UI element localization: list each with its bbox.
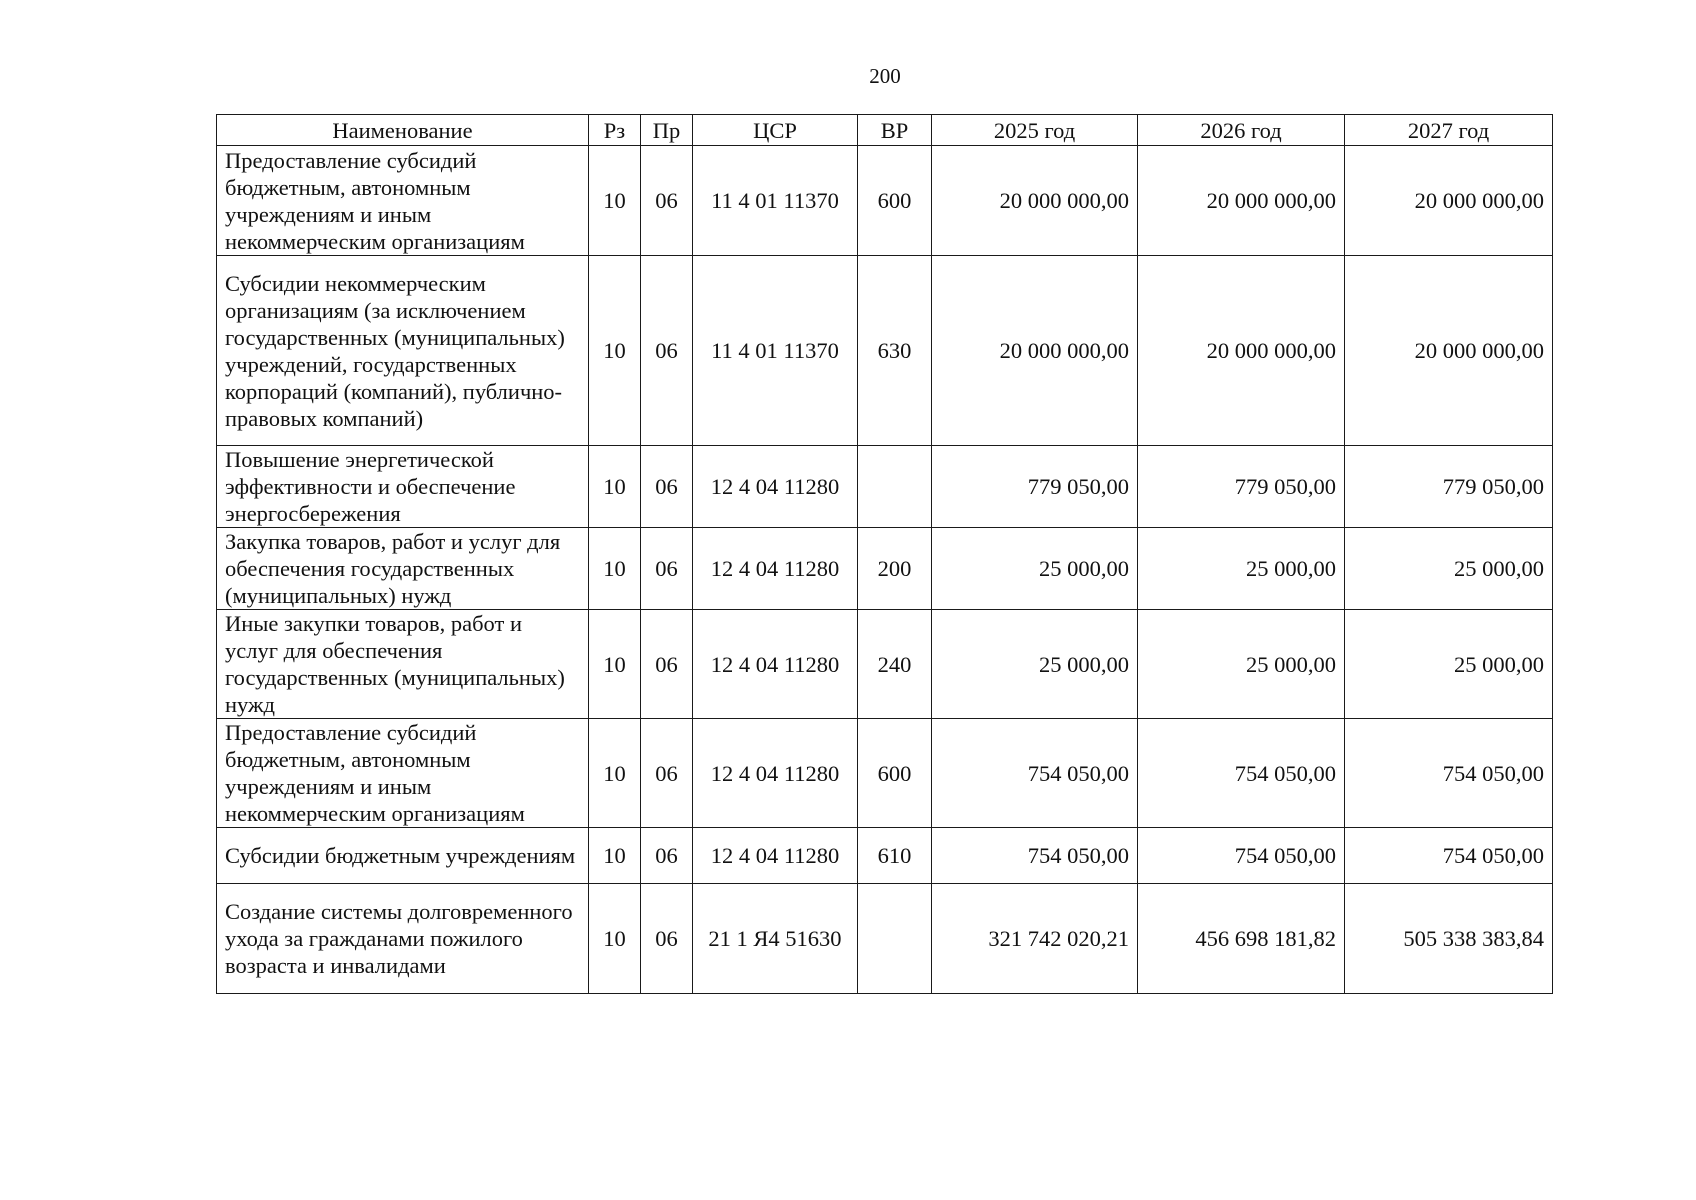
table-row (217, 528, 1553, 610)
cell-2026: 25 000,00 (1138, 610, 1345, 719)
cell-2027: 20 000 000,00 (1345, 146, 1553, 256)
cell-csr: 12 4 04 11280 (693, 610, 858, 719)
table-row (217, 256, 1553, 446)
cell-vr: 600 (858, 719, 932, 828)
cell-2025: 754 050,00 (932, 719, 1138, 828)
page-number: 200 (869, 64, 901, 88)
cell-rz: 10 (589, 256, 641, 446)
cell-2027: 754 050,00 (1345, 828, 1553, 884)
cell-2025: 25 000,00 (932, 528, 1138, 610)
cell-rz: 10 (589, 884, 641, 994)
table-row (217, 446, 1553, 528)
table-row (217, 828, 1553, 884)
cell-vr: 600 (858, 146, 932, 256)
table-row (217, 146, 1553, 256)
cell-2027: 754 050,00 (1345, 719, 1553, 828)
cell-csr: 21 1 Я4 51630 (693, 884, 858, 994)
cell-csr: 12 4 04 11280 (693, 719, 858, 828)
header-2025: 2025 год (932, 115, 1138, 146)
cell-2027: 20 000 000,00 (1345, 256, 1553, 446)
header-rz: Рз (589, 115, 641, 146)
header-2026: 2026 год (1138, 115, 1345, 146)
cell-vr: 630 (858, 256, 932, 446)
cell-pr: 06 (641, 146, 693, 256)
cell-2025: 25 000,00 (932, 610, 1138, 719)
cell-pr: 06 (641, 528, 693, 610)
header-pr: Пр (641, 115, 693, 146)
cell-2025: 20 000 000,00 (932, 146, 1138, 256)
cell-2026: 754 050,00 (1138, 719, 1345, 828)
cell-csr: 12 4 04 11280 (693, 528, 858, 610)
table-row (217, 610, 1553, 719)
cell-2026: 754 050,00 (1138, 828, 1345, 884)
header-csr: ЦСР (693, 115, 858, 146)
cell-2025: 779 050,00 (932, 446, 1138, 528)
cell-pr: 06 (641, 719, 693, 828)
cell-vr (858, 884, 932, 994)
cell-pr: 06 (641, 828, 693, 884)
cell-vr: 610 (858, 828, 932, 884)
header-vr: ВР (858, 115, 932, 146)
budget-table (216, 114, 1553, 994)
table-header-row (217, 115, 1553, 146)
table-row (217, 884, 1553, 994)
cell-pr: 06 (641, 610, 693, 719)
cell-csr: 12 4 04 11280 (693, 828, 858, 884)
cell-name: Создание системы долговременного ухода за гражданами пожилого возраста и инвалидами (217, 884, 589, 994)
cell-2026: 779 050,00 (1138, 446, 1345, 528)
cell-2027: 25 000,00 (1345, 528, 1553, 610)
cell-rz: 10 (589, 610, 641, 719)
cell-name: Субсидии бюджетным учреждениям (217, 828, 589, 884)
cell-2026: 20 000 000,00 (1138, 146, 1345, 256)
cell-rz: 10 (589, 146, 641, 256)
cell-csr: 11 4 01 11370 (693, 256, 858, 446)
cell-2025: 20 000 000,00 (932, 256, 1138, 446)
cell-2025: 754 050,00 (932, 828, 1138, 884)
cell-name: Предоставление субсидий бюджетным, автономным учреждениям и иным некоммерческим организациям (217, 719, 589, 828)
cell-rz: 10 (589, 719, 641, 828)
cell-vr (858, 446, 932, 528)
cell-pr: 06 (641, 256, 693, 446)
cell-name: Субсидии некоммерческим организациям (за исключением государственных (муниципальных) учреждений, государственных корпораций (компаний), публично-правовых компаний) (217, 256, 589, 446)
cell-2027: 779 050,00 (1345, 446, 1553, 528)
cell-vr: 200 (858, 528, 932, 610)
cell-2027: 25 000,00 (1345, 610, 1553, 719)
cell-2025: 321 742 020,21 (932, 884, 1138, 994)
cell-2026: 25 000,00 (1138, 528, 1345, 610)
header-2027: 2027 год (1345, 115, 1553, 146)
cell-rz: 10 (589, 446, 641, 528)
cell-rz: 10 (589, 828, 641, 884)
cell-rz: 10 (589, 528, 641, 610)
cell-csr: 11 4 01 11370 (693, 146, 858, 256)
cell-name: Закупка товаров, работ и услуг для обеспечения государственных (муниципальных) нужд (217, 528, 589, 610)
cell-2026: 20 000 000,00 (1138, 256, 1345, 446)
cell-name: Предоставление субсидий бюджетным, автономным учреждениям и иным некоммерческим организациям (217, 146, 589, 256)
cell-csr: 12 4 04 11280 (693, 446, 858, 528)
cell-2027: 505 338 383,84 (1345, 884, 1553, 994)
cell-vr: 240 (858, 610, 932, 719)
cell-2026: 456 698 181,82 (1138, 884, 1345, 994)
table-row (217, 719, 1553, 828)
header-name: Наименование (217, 115, 589, 146)
cell-name: Повышение энергетической эффективности и обеспечение энергосбережения (217, 446, 589, 528)
cell-name: Иные закупки товаров, работ и услуг для обеспечения государственных (муниципальных) нужд (217, 610, 589, 719)
cell-pr: 06 (641, 446, 693, 528)
cell-pr: 06 (641, 884, 693, 994)
